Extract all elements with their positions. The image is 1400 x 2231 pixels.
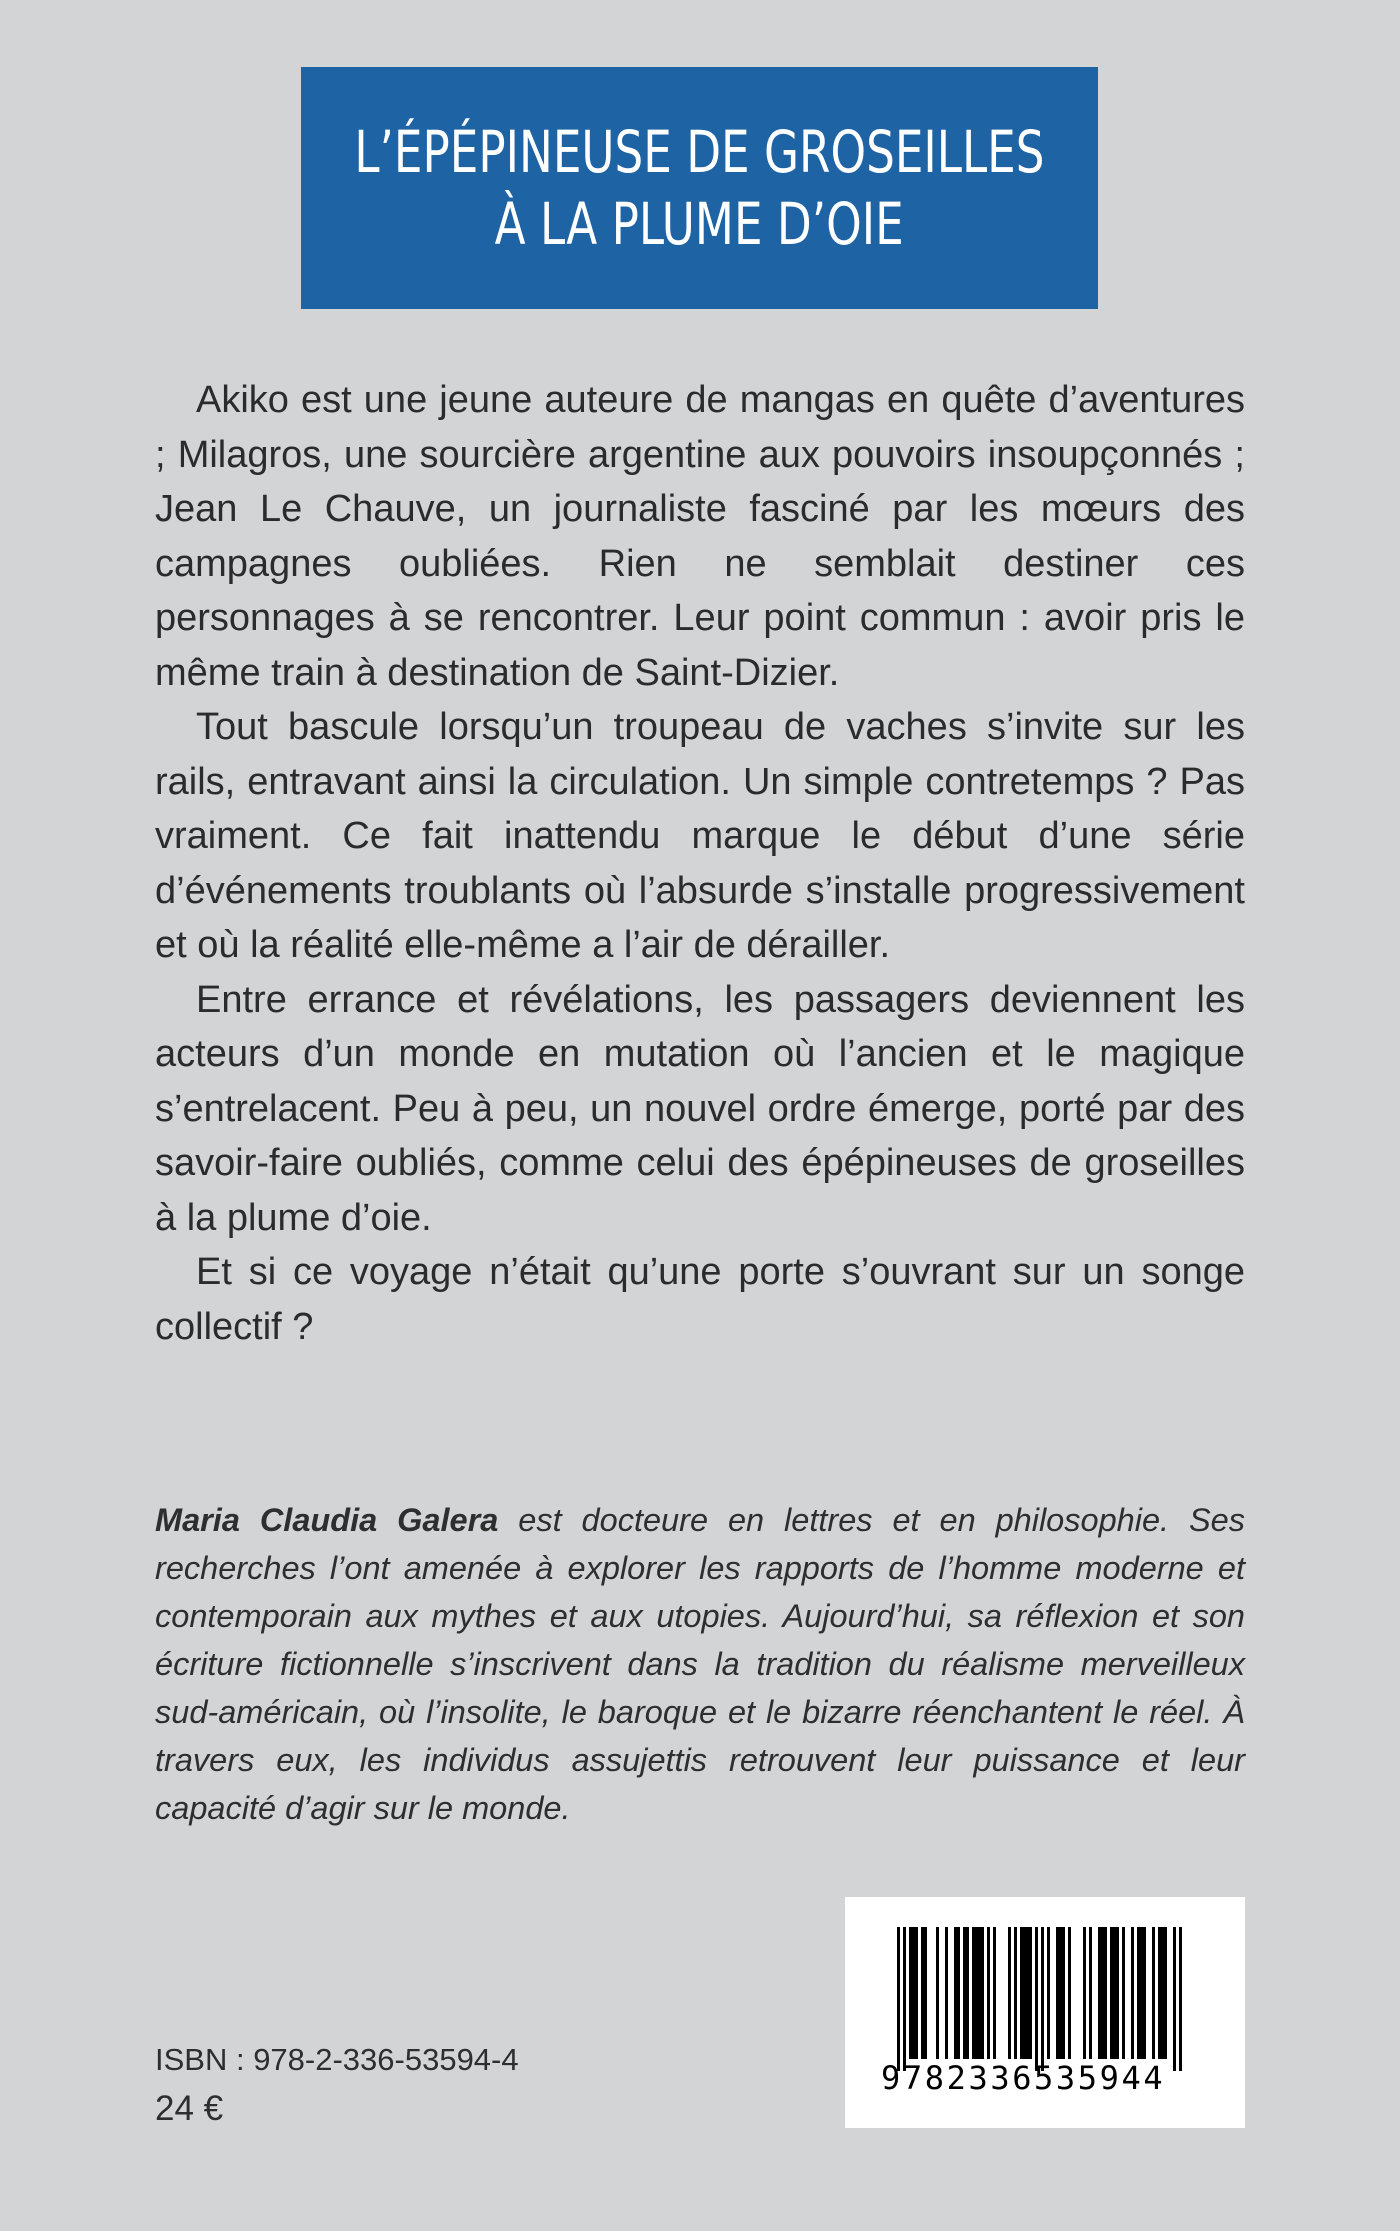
barcode-bar	[921, 1927, 924, 2059]
barcode-bar	[1035, 1927, 1038, 2071]
isbn: ISBN : 978-2-336-53594-4	[155, 2042, 519, 2077]
barcode-bar	[936, 1927, 939, 2059]
barcode-bar	[1140, 1927, 1143, 2059]
barcode-bar	[1083, 1927, 1086, 2059]
barcode-bar	[1041, 1927, 1044, 2071]
barcode-bar	[975, 1927, 978, 2059]
barcode-bar	[1056, 1927, 1059, 2059]
barcode-bar	[1047, 1927, 1050, 2059]
barcode-bar	[1062, 1927, 1065, 2059]
book-title-line-1: L’ÉPÉPINEUSE DE GROSEILLES	[354, 118, 1045, 186]
barcode-bar	[1020, 1927, 1023, 2059]
barcode-bar	[903, 1927, 906, 2071]
barcode-bar	[945, 1927, 948, 2059]
barcode-bar	[987, 1927, 990, 2059]
barcode-bar	[1152, 1927, 1155, 2059]
barcode-bar	[1164, 1927, 1167, 2059]
synopsis	[155, 373, 1245, 1354]
title-banner	[301, 67, 1098, 309]
author-bio	[155, 1496, 1245, 1832]
author-name: Maria Claudia Galera	[155, 1502, 499, 1538]
barcode-bar	[993, 1927, 996, 2059]
barcode-bar	[912, 1927, 915, 2059]
barcode-bar	[924, 1927, 927, 2059]
barcode-bar	[1113, 1927, 1116, 2059]
barcode-bar	[1026, 1927, 1029, 2059]
barcode-bar	[1089, 1927, 1092, 2059]
barcode-bar	[963, 1927, 966, 2059]
barcode-bar	[1068, 1927, 1071, 2059]
barcode-bar	[1143, 1927, 1146, 2059]
synopsis-paragraph: Akiko est une jeune auteure de mangas en quête d’aventures ; Milagros, une sourcière argentine aux pouvoirs insoupçonnés ; Jean Le Chauve, un journaliste fasciné par les mœurs des campagnes oubliées. Rien ne semblait destiner ces personnages à se rencontrer. Leur point commun : avoir pris le même train à destination de Saint-Dizier.	[155, 379, 1245, 694]
barcode-bar	[1104, 1927, 1107, 2059]
synopsis-paragraph: Et si ce voyage n’était qu’une porte s’ouvrant sur un songe collectif ?	[155, 1251, 1245, 1348]
barcode-bar	[1059, 1927, 1062, 2059]
price: 24 €	[155, 2089, 224, 2128]
barcode-bar	[981, 1927, 984, 2059]
author-bio-text: est docteure en lettres et en philosophie. Ses recherches l’ont amenée à explorer les rapports de l’homme moderne et contemporain aux mythes et aux utopies. Aujourd’hui, sa réflexion et son écriture fictionnelle s’inscrivent dans la tradition du réalisme merveilleux sud-américain, où l’insolite, le baroque et le bizarre réenchantent le réel. À travers eux, les individus assujettis retrouvent leur puissance et leur capacité d’agir sur le monde.	[155, 1502, 1245, 1826]
barcode-bar	[1179, 1927, 1182, 2071]
barcode-bar	[1116, 1927, 1119, 2059]
barcode-bar	[1122, 1927, 1125, 2059]
barcode-bar	[972, 1927, 975, 2059]
synopsis-paragraph: Entre errance et révélations, les passagers deviennent les acteurs d’un monde en mutation où l’ancien et le magique s’entrelacent. Peu à peu, un nouvel ordre émerge, porté par des savoir-faire oubliés, comme celui des épépineuses de groseilles à la plume d’oie.	[155, 978, 1245, 1239]
barcode-bar	[1101, 1927, 1104, 2059]
barcode-bar	[1098, 1927, 1101, 2059]
barcode-bar	[1161, 1927, 1164, 2059]
barcode-digits: 9782336535944	[881, 2059, 1166, 2097]
barcode-bar	[1008, 1927, 1011, 2059]
barcode-bar	[1137, 1927, 1140, 2059]
barcode-bar	[1158, 1927, 1161, 2059]
barcode-bar	[1029, 1927, 1032, 2059]
barcode-bar	[966, 1927, 969, 2059]
synopsis-paragraph: Tout bascule lorsqu’un troupeau de vaches s’invite sur les rails, entravant ainsi la circulation. Un simple contretemps ? Pas vraiment. Ce fait inattendu marque le début d’une série d’événements troublants où l’absurde s’installe progressivement et où la réalité elle-même a l’air de dérailler.	[155, 706, 1245, 966]
barcode-bar	[954, 1927, 957, 2059]
barcode-bar	[897, 1927, 900, 2071]
barcode-bar	[978, 1927, 981, 2059]
book-title-line-2: À LA PLUME D’OIE	[494, 190, 904, 258]
barcode-bar	[957, 1927, 960, 2059]
barcode-bar	[909, 1927, 912, 2059]
barcode-bar	[915, 1927, 918, 2059]
barcode	[845, 1897, 1245, 2128]
barcode-bar	[1023, 1927, 1026, 2059]
barcode-bar	[1131, 1927, 1134, 2059]
barcode-bar	[1173, 1927, 1176, 2071]
barcode-bar	[1110, 1927, 1113, 2059]
barcode-bar	[1014, 1927, 1017, 2059]
